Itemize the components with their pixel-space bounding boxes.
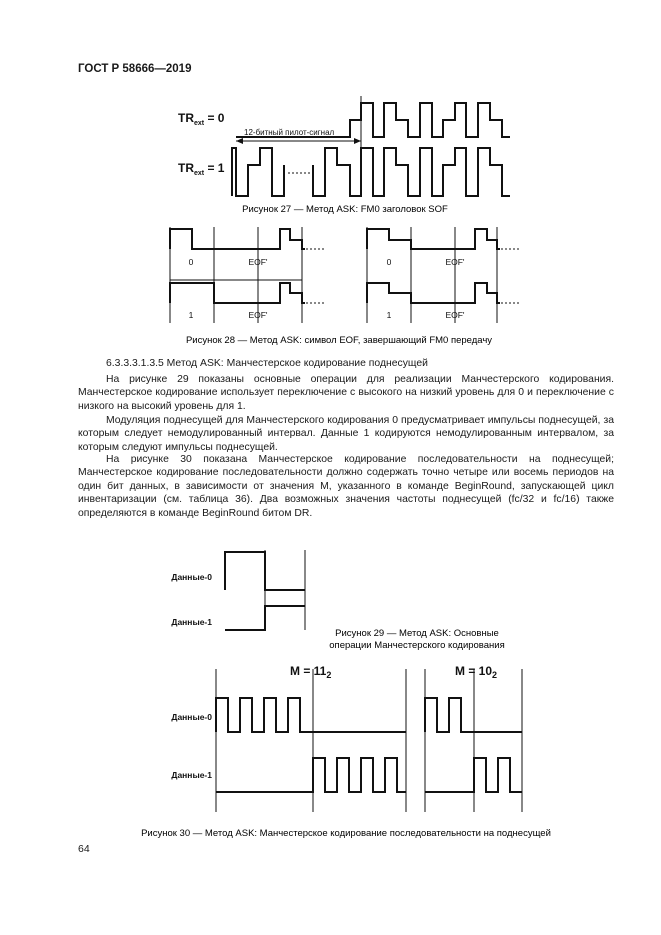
- fig28-cell-1: 1: [188, 310, 194, 320]
- fig28-cell-0b: 0: [386, 257, 392, 267]
- figure-30: [171, 664, 522, 812]
- paragraph-2: Модуляция поднесущей для Манчестерского кодирования 0 предусматривает импульсы поднесущей, за которым следует немодулированный интервал. Данные 1 кодируются немодулированным интервалом, за которым следуют импульсы поднесущей.: [78, 415, 614, 453]
- figure-27-caption: Рисунок 27 — Метод ASK: FM0 заголовок SOF: [242, 204, 448, 215]
- tr1-label: $TR_{ext} = 1$: [178, 161, 225, 177]
- fig29-data1-wave: [225, 606, 305, 630]
- fig28-wave-b0: [367, 229, 500, 249]
- pilot-arrow-right-head: [354, 138, 361, 144]
- fig28-wave-a0: [170, 229, 305, 249]
- fig30-data0-label: Данные-0: [171, 712, 212, 722]
- fig28-eof-0b: EOF': [445, 257, 465, 267]
- page-number: 64: [78, 843, 90, 855]
- fig30-m10-data1-wave: [425, 758, 522, 792]
- figure-29-caption-1: Рисунок 29 — Метод ASK: Основные: [335, 628, 499, 639]
- tr0-label: $TR_{ext} = 0$: [178, 111, 225, 127]
- fig28-cell-0: 0: [188, 257, 194, 267]
- fig29-data0-wave: [225, 552, 305, 590]
- figure-28-caption: Рисунок 28 — Метод ASK: символ EOF, завершающий FM0 передачу: [185, 335, 493, 346]
- fig28-eof-0: EOF': [248, 257, 268, 267]
- fig28-wave-b1: [367, 283, 500, 303]
- figure-29-caption-2: операции Манчестерского кодирования: [329, 640, 505, 651]
- fig29-data1-label: Данные-1: [171, 617, 212, 627]
- paragraph-3: На рисунке 30 показана Манчестерское кодирование последовательности на поднесущей; Манчестерское кодирование последовательности должно содержать точно четыре или восемь периодов на один бит данных, в зависимости от значения M, указанного в команде BeginRound, запускающей цикл инвентаризации (см. таблица 36). Два возможных значения частоты поднесущей (fc/32 и fc/16) также определяются в команде BeginRound битом DR.: [78, 454, 614, 519]
- figure-28: [170, 227, 521, 323]
- fig30-m11-data0-wave: [216, 698, 406, 732]
- section-heading: 6.3.3.3.1.3.5 Метод ASK: Манчестерское кодирование поднесущей: [106, 358, 428, 369]
- figure-29: [171, 550, 305, 630]
- tr1-waveform-b: [313, 148, 510, 196]
- fig30-data1-label: Данные-1: [171, 770, 212, 780]
- paragraph-1: На рисунке 29 показаны основные операции для реализации Манчестерского кодирования. Манчестерское кодирование использует переключение с высокого на низкий уровень для 0 и переключение с низкого на высокий уровень для 1.: [78, 374, 614, 412]
- fig29-data0-label: Данные-0: [171, 572, 212, 582]
- fig28-wave-a1: [170, 283, 305, 303]
- m11-label: $M = 11_2$: [290, 664, 332, 680]
- m10-label: $M = 10_2$: [455, 664, 498, 680]
- fig28-eof-1b: EOF': [445, 310, 465, 320]
- figure-30-caption: Рисунок 30 — Метод ASK: Манчестерское кодирование последовательности на поднесущей: [141, 828, 551, 839]
- fig30-m11-data1-wave: [216, 758, 406, 792]
- figure-27: [178, 96, 510, 196]
- fig28-cell-1b: 1: [386, 310, 392, 320]
- tr1-waveform-a: [232, 148, 284, 196]
- fig28-eof-1: EOF': [248, 310, 268, 320]
- standard-header: ГОСТ Р 58666—2019: [78, 63, 192, 75]
- pilot-arrow-left-head: [236, 138, 243, 144]
- pilot-label: 12-битный пилот-сигнал: [244, 128, 335, 137]
